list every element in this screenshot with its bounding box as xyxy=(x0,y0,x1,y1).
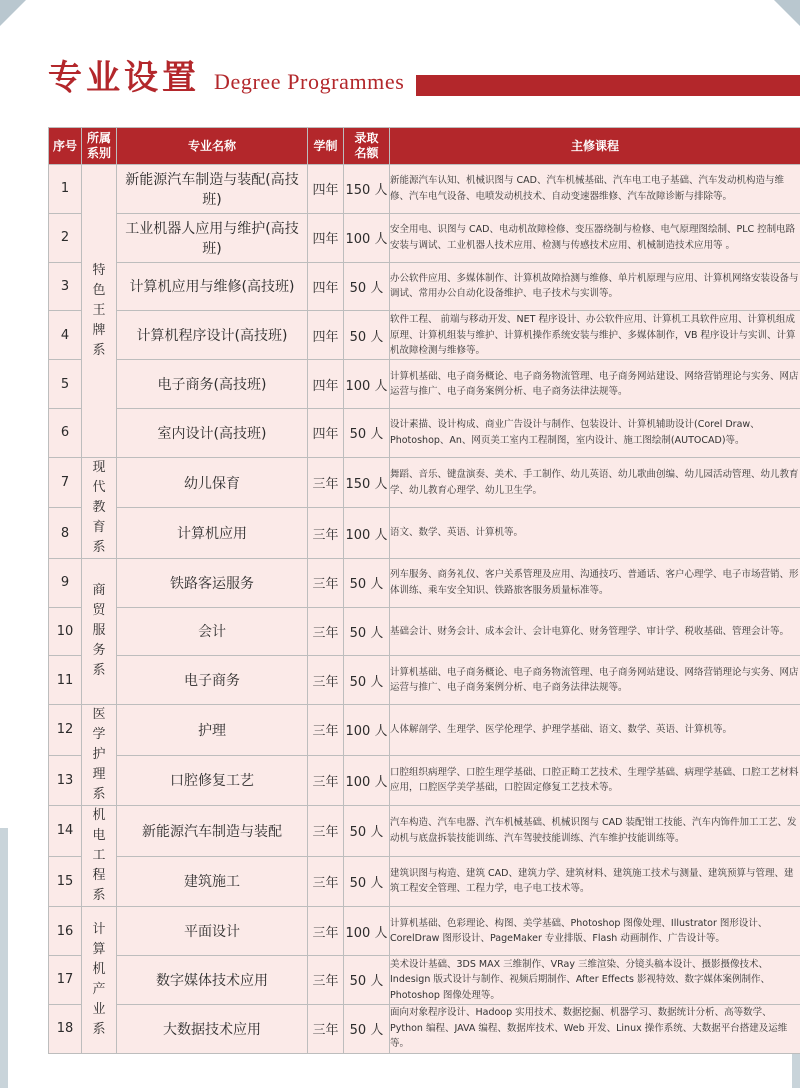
row-number: 1 xyxy=(49,165,82,214)
courses: 安全用电、识图与 CAD、电动机故障检修、变压器绕制与检修、电气原理图绘制、PLC 控制电路安装与调试、工业机器人技术应用、检测与传感技术应用、机械制造技术应用等 。 xyxy=(390,213,800,262)
courses: 舞蹈、音乐、键盘演奏、美术、手工制作、幼儿英语、幼儿歌曲创编、幼儿园活动管理、幼儿教育学、幼儿教育心理学、幼儿卫生学。 xyxy=(390,457,800,508)
duration: 三年 xyxy=(308,457,344,508)
duration: 三年 xyxy=(308,907,344,956)
courses: 软件工程、 前端与移动开发、NET 程序设计、办公软件应用、计算机工具软件应用、计算机组成原理、计算机组装与维护、计算机操作系统安装与维护、多媒体制作，VB 程序设计与实训、计算机故障检测与维修等。 xyxy=(390,311,800,360)
department-name: 医学护理系 xyxy=(92,707,106,803)
duration: 三年 xyxy=(308,1004,344,1053)
table-row xyxy=(49,408,800,457)
duration: 三年 xyxy=(308,558,344,607)
quota: 100 人 xyxy=(344,907,390,956)
courses: 设计素描、设计构成、商业广告设计与制作、包装设计、计算机辅助设计(Corel Draw、Photoshop、An、网页美工室内工程制图，室内设计、施工图绘制(AUTOCAD)等。 xyxy=(390,408,800,457)
duration: 三年 xyxy=(308,806,344,857)
programmes-table xyxy=(48,127,800,1054)
major-name: 电子商务(高技班) xyxy=(117,360,308,409)
column-header-courses: 主修课程 xyxy=(390,128,800,165)
page-title-english: Degree Programmes xyxy=(214,69,405,94)
major-name: 平面设计 xyxy=(117,907,308,956)
table-row xyxy=(49,360,800,409)
row-number: 2 xyxy=(49,213,82,262)
quota: 50 人 xyxy=(344,262,390,311)
table-row xyxy=(49,311,800,360)
duration: 四年 xyxy=(308,165,344,214)
row-number: 12 xyxy=(49,705,82,756)
quota: 50 人 xyxy=(344,558,390,607)
row-number: 9 xyxy=(49,558,82,607)
major-name: 大数据技术应用 xyxy=(117,1004,308,1053)
courses: 办公软件应用、多媒体制作、计算机故障拾测与维修、单片机原理与应用、计算机网络安装设备与调试、常用办公自动化设备维护、电子技术与实训等。 xyxy=(390,262,800,311)
row-number: 16 xyxy=(49,907,82,956)
quota: 50 人 xyxy=(344,1004,390,1053)
table-row xyxy=(49,607,800,656)
major-name: 建筑施工 xyxy=(117,856,308,907)
quota: 150 人 xyxy=(344,457,390,508)
quota: 100 人 xyxy=(344,213,390,262)
major-name: 铁路客运服务 xyxy=(117,558,308,607)
major-name: 口腔修复工艺 xyxy=(117,755,308,806)
row-number: 8 xyxy=(49,508,82,559)
department-cell xyxy=(82,705,117,806)
page-header xyxy=(48,56,800,104)
department-cell xyxy=(82,165,117,458)
table-row xyxy=(49,755,800,806)
row-number: 6 xyxy=(49,408,82,457)
row-number: 18 xyxy=(49,1004,82,1053)
title-accent-bar xyxy=(416,75,800,96)
column-header-no: 序号 xyxy=(49,128,82,165)
table-row xyxy=(49,856,800,907)
quota: 100 人 xyxy=(344,508,390,559)
department-name: 机电工程系 xyxy=(92,808,106,904)
department-name: 特色王牌系 xyxy=(92,262,106,358)
column-header-department: 所属系别 xyxy=(82,128,117,165)
row-number: 13 xyxy=(49,755,82,806)
duration: 四年 xyxy=(308,213,344,262)
table-row xyxy=(49,262,800,311)
major-name: 计算机应用 xyxy=(117,508,308,559)
table-row xyxy=(49,457,800,508)
major-name: 工业机器人应用与维护(高技班) xyxy=(117,213,308,262)
department-cell xyxy=(82,558,117,704)
table-row xyxy=(49,165,800,214)
department-name: 商贸服务系 xyxy=(92,583,106,679)
quota: 50 人 xyxy=(344,408,390,457)
page-title: 专业设置 xyxy=(48,58,200,98)
quota: 50 人 xyxy=(344,955,390,1004)
duration: 三年 xyxy=(308,755,344,806)
table-row xyxy=(49,656,800,705)
table-header-row xyxy=(49,128,800,165)
table-row xyxy=(49,1004,800,1053)
duration: 三年 xyxy=(308,607,344,656)
duration: 四年 xyxy=(308,408,344,457)
corner-decoration-left xyxy=(0,0,26,26)
table-row xyxy=(49,907,800,956)
table-row xyxy=(49,213,800,262)
row-number: 3 xyxy=(49,262,82,311)
department-cell xyxy=(82,806,117,907)
courses: 建筑识图与构造、建筑 CAD、建筑力学、建筑材料、建筑施工技术与测量、建筑预算与管理、建筑工程安全管理、工程力学，电子电工技术等。 xyxy=(390,856,800,907)
courses: 新能源汽车认知、机械识图与 CAD、汽车机械基础、汽车电工电子基础、汽车发动机构造与维修、汽车电气设备、电喷发动机技术、自动变速器维修、汽车故障诊断与排除等。 xyxy=(390,165,800,214)
duration: 四年 xyxy=(308,311,344,360)
major-name: 会计 xyxy=(117,607,308,656)
major-name: 计算机应用与维修(高技班) xyxy=(117,262,308,311)
major-name: 幼儿保育 xyxy=(117,457,308,508)
major-name: 电子商务 xyxy=(117,656,308,705)
row-number: 14 xyxy=(49,806,82,857)
quota: 100 人 xyxy=(344,705,390,756)
department-name: 现代教育系 xyxy=(92,459,106,555)
table-row xyxy=(49,955,800,1004)
major-name: 护理 xyxy=(117,705,308,756)
quota: 50 人 xyxy=(344,656,390,705)
column-header-quota: 录取名额 xyxy=(344,128,390,165)
duration: 三年 xyxy=(308,856,344,907)
row-number: 4 xyxy=(49,311,82,360)
courses: 面向对象程序设计、Hadoop 实用技术、数据挖掘、机器学习、数据统计分析、高等数学、Python 编程、JAVA 编程、数据库技术、Web 开发、Linux 操作系统、大数据平台搭建及运维等。 xyxy=(390,1004,800,1053)
quota: 150 人 xyxy=(344,165,390,214)
column-header-duration: 学制 xyxy=(308,128,344,165)
row-number: 5 xyxy=(49,360,82,409)
courses: 汽车构造、汽车电器、汽车机械基础、机械识图与 CAD 装配钳工技能、汽车内饰件加工工艺、发动机与底盘拆装技能训练、汽车驾驶技能训练、汽车维护技能训练等。 xyxy=(390,806,800,857)
duration: 三年 xyxy=(308,705,344,756)
major-name: 数字媒体技术应用 xyxy=(117,955,308,1004)
courses: 美术设计基础、3DS MAX 三维制作、VRay 三维渲染、分镜头稿本设计、摄影摄像技术、Indesign 版式设计与制作、视频后期制作、After Effects 影视特效、数字媒体案例制作、Photoshop 图像处理等。 xyxy=(390,955,800,1004)
major-name: 计算机程序设计(高技班) xyxy=(117,311,308,360)
duration: 三年 xyxy=(308,656,344,705)
courses: 计算机基础、电子商务概论、电子商务物流管理、电子商务网站建设、网络营销理论与实务、网店运营与推广、电子商务案例分析、电子商务法律法规等。 xyxy=(390,360,800,409)
duration: 四年 xyxy=(308,360,344,409)
courses: 计算机基础、电子商务概论、电子商务物流管理、电子商务网站建设、网络营销理论与实务、网店运营与推广、电子商务案例分析、电子商务法律法规等。 xyxy=(390,656,800,705)
quota: 50 人 xyxy=(344,856,390,907)
row-number: 15 xyxy=(49,856,82,907)
courses: 口腔组织病理学、口腔生理学基础、口腔正畸工艺技术、生理学基础、病理学基础、口腔工艺材料应用，口腔医学美学基础，口腔固定修复工艺技术等。 xyxy=(390,755,800,806)
table-row xyxy=(49,806,800,857)
quota: 100 人 xyxy=(344,755,390,806)
courses: 列车服务、商务礼仪、客户关系管理及应用、沟通技巧、普通话、客户心理学、电子市场营销、形体训练、乘车安全知识、铁路旅客服务质量标准等。 xyxy=(390,558,800,607)
duration: 四年 xyxy=(308,262,344,311)
edge-decoration-left xyxy=(0,828,8,1088)
department-name: 计算机产业系 xyxy=(92,921,106,1037)
department-cell xyxy=(82,907,117,1053)
table-row xyxy=(49,705,800,756)
courses: 基础会计、财务会计、成本会计、会计电算化、财务管理学、审计学、税收基础、管理会计等。 xyxy=(390,607,800,656)
row-number: 17 xyxy=(49,955,82,1004)
corner-decoration-right xyxy=(774,0,800,26)
quota: 100 人 xyxy=(344,360,390,409)
courses: 计算机基础、色彩理论、构图、美学基础、Photoshop 图像处理、Illustrator 图形设计、CorelDraw 图形设计、PageMaker 专业排版、Flash 动画制作、广告设计等。 xyxy=(390,907,800,956)
table-row xyxy=(49,558,800,607)
quota: 50 人 xyxy=(344,607,390,656)
table-row xyxy=(49,508,800,559)
column-header-major: 专业名称 xyxy=(117,128,308,165)
courses: 人体解剖学、生理学、医学伦理学、护理学基础、语文、数学、英语、计算机等。 xyxy=(390,705,800,756)
major-name: 新能源汽车制造与装配(高技班) xyxy=(117,165,308,214)
major-name: 新能源汽车制造与装配 xyxy=(117,806,308,857)
row-number: 11 xyxy=(49,656,82,705)
row-number: 7 xyxy=(49,457,82,508)
courses: 语文、数学、英语、计算机等。 xyxy=(390,508,800,559)
duration: 三年 xyxy=(308,955,344,1004)
department-cell xyxy=(82,457,117,558)
major-name: 室内设计(高技班) xyxy=(117,408,308,457)
duration: 三年 xyxy=(308,508,344,559)
quota: 50 人 xyxy=(344,806,390,857)
row-number: 10 xyxy=(49,607,82,656)
quota: 50 人 xyxy=(344,311,390,360)
